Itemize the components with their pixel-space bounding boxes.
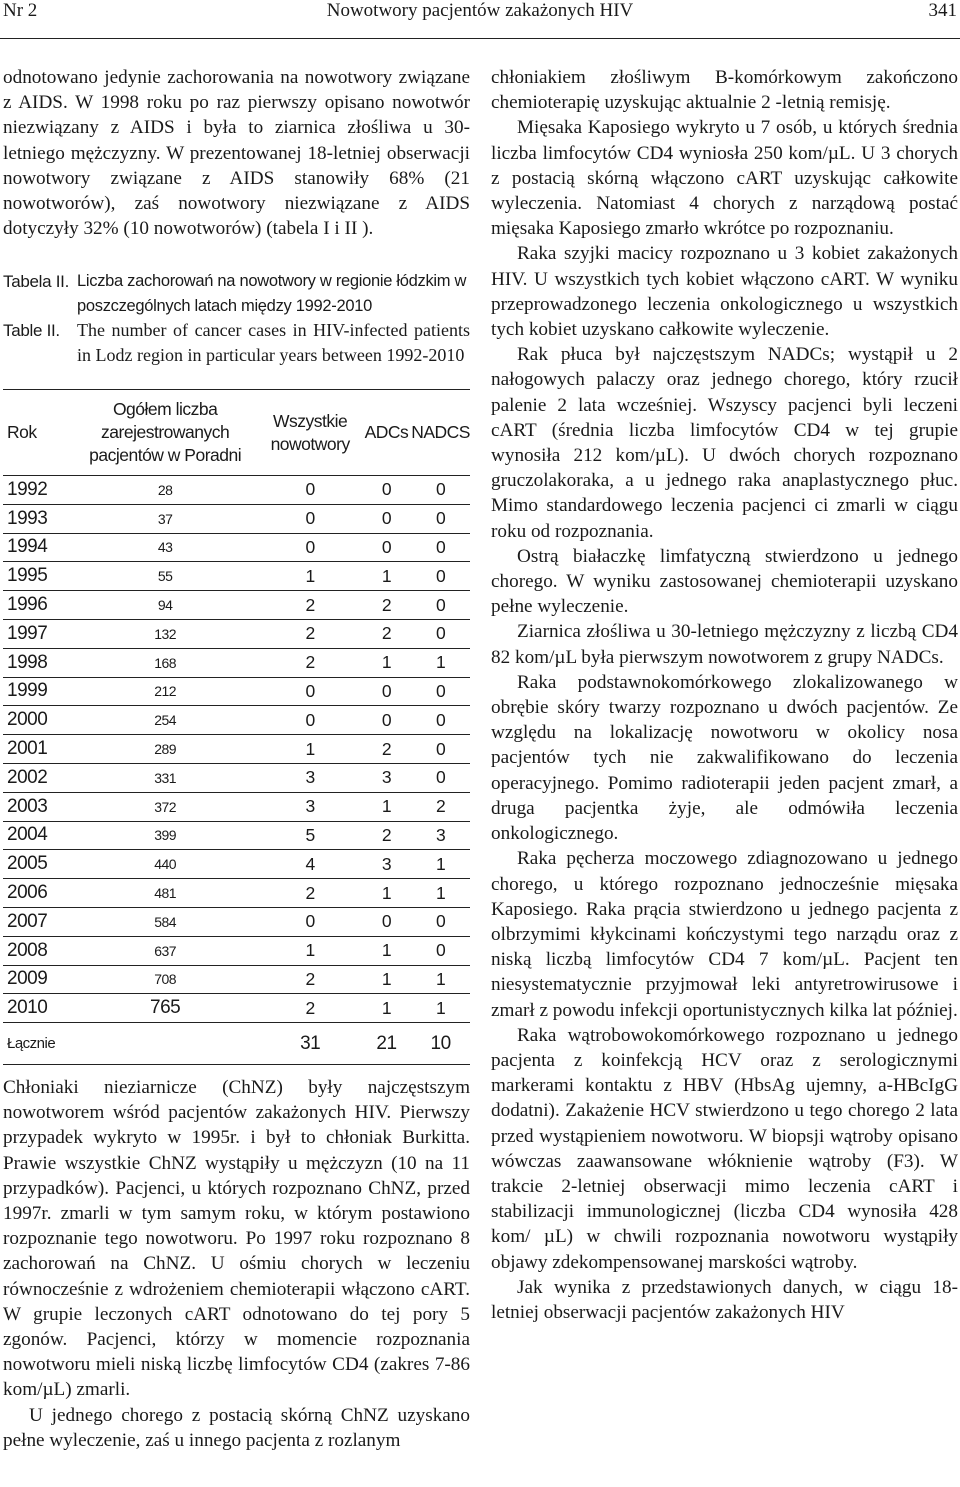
left-column-bottom xyxy=(3,1075,470,1453)
nadcs-cell: 0 xyxy=(435,940,446,961)
header-all-cancers: Wszystkie nowotwory xyxy=(270,410,350,454)
all-cancers-cell: 0 xyxy=(305,508,315,529)
all-cancers-cell: 0 xyxy=(305,911,315,932)
patients-cell: 168 xyxy=(154,654,177,671)
nadcs-cell: 1 xyxy=(435,882,446,903)
all-cancers-cell: 1 xyxy=(305,565,315,586)
patients-cell: 132 xyxy=(154,625,177,642)
patients-cell: 399 xyxy=(154,827,177,844)
all-cancers-cell: 0 xyxy=(305,680,315,701)
patients-cell: 55 xyxy=(157,568,173,585)
adcs-cell: 0 xyxy=(381,680,392,701)
all-cancers-cell: 2 xyxy=(305,968,315,989)
adcs-cell: 2 xyxy=(381,623,392,644)
nadcs-cell: 0 xyxy=(435,623,446,644)
nadcs-cell: 0 xyxy=(435,680,446,701)
table-row xyxy=(3,850,470,879)
year-cell: 1992 xyxy=(7,478,48,500)
all-cancers-cell: 2 xyxy=(305,594,315,615)
nadcs-cell: 0 xyxy=(435,479,446,500)
table-row xyxy=(3,994,470,1023)
all-cancers-cell: 5 xyxy=(305,824,315,845)
table-row xyxy=(3,965,470,994)
adcs-cell: 1 xyxy=(381,565,392,586)
year-cell: 2000 xyxy=(7,709,48,731)
year-cell: 1999 xyxy=(7,680,48,702)
paragraph: chłoniakiem złośliwym B-komórkowym zakończono chemioterapię uzyskując aktualnie 2 -letnią remisję. xyxy=(491,67,958,114)
caption-label: Tabela II. xyxy=(3,272,69,291)
patients-cell: 481 xyxy=(154,885,177,902)
paragraph: Chłoniaki nieziarnicze (ChNZ) były najczęstszym nowotworem wśród pacjentów zakażonych HIV. Pierwszy przypadek wykryto w 1995r. i był to chłoniak Burkitta. Prawie wszystkie ChNZ wystąpiły u mężczyzn (10 na 11 przypadków). Pacjenci, u których rozpoznano ChNZ, przed 1997r. zmarli w tym samym roku, w którym postawiono rozpoznanie tego nowotworu. Po 1997 roku rozpoznano 8 zachorowań na ChNZ. U ośmiu chorych w leczeniu równocześnie z wdrożeniem chemioterapii włączono cART. W grupie leczonych cART odnotowano do tej pory 5 zgonów. Pacjenci, którzy w momencie rozpoznania nowotworu mieli niską liczbę limfocytów CD4 (zakres 7-86 kom/µL) zmarli. xyxy=(3,1077,470,1401)
year-cell: 2005 xyxy=(7,853,48,875)
paragraph: Raka wątrobowokomórkowego rozpoznano u jednego pacjenta z koinfekcją HCV oraz z serologicznymi markerami kontaktu z HBV (HbsAg ujemny, a-HBcIgG dodatni). Zakażenie HCV stwierdzono u tego chorego 2 lata przed wystąpieniem nowotworu. W biopsji wątroby opisano wówczas zaawansowane włóknienie wątroby (F3). W trakcie 2-letniej obserwacji mimo leczenia cART i stabilizacji immunologicznej (liczba CD4 wynosiła 428 kom/ µL) w chwili rozpoznania nowotworu wystąpiły objawy zdekompensowanej marskości wątroby. xyxy=(491,1024,958,1273)
total-label: Łącznie xyxy=(7,1035,56,1053)
paragraph: Ziarnica złośliwa u 30-letniego mężczyzny z liczbą CD4 82 kom/µL była pierwszym nowotworem z grupy NADCs. xyxy=(491,621,958,668)
adcs-cell: 3 xyxy=(381,767,392,788)
table-row xyxy=(3,907,470,936)
patients-cell: 440 xyxy=(154,856,177,873)
all-cancers-cell: 0 xyxy=(305,709,315,730)
adcs-cell: 0 xyxy=(381,709,392,730)
all-cancers-cell: 1 xyxy=(305,940,315,961)
all-cancers-cell: 1 xyxy=(305,738,315,759)
adcs-cell: 1 xyxy=(381,968,392,989)
nadcs-cell: 1 xyxy=(435,968,446,989)
year-cell: 2007 xyxy=(7,910,48,932)
page-header xyxy=(0,0,960,40)
table-total-row xyxy=(3,1023,470,1065)
table-row xyxy=(3,619,470,648)
patients-cell: 584 xyxy=(154,913,177,930)
table-row xyxy=(3,504,470,533)
table-row xyxy=(3,735,470,764)
table-row xyxy=(3,763,470,792)
header-patients: Ogółem liczba zarejestrowanych pacjentów w Poradni xyxy=(89,399,242,465)
patients-cell: 372 xyxy=(154,798,177,815)
paragraph: Jak wynika z przedstawionych danych, w ciągu 18-letniej obserwacji pacjentów zakażonych HIV xyxy=(491,1276,958,1323)
table-row xyxy=(3,706,470,735)
caption-text: Liczba zachorowań na nowotwory w regionie łódzkim w poszczególnych latach między 1992-2010 xyxy=(77,272,467,315)
total-adcs: 21 xyxy=(376,1032,397,1054)
year-cell: 1997 xyxy=(7,622,48,644)
table-row xyxy=(3,936,470,965)
adcs-cell: 0 xyxy=(381,479,392,500)
table-row xyxy=(3,476,470,505)
paragraph: Ostrą białaczkę limfatyczną stwierdzono u jednego chorego. W wyniku zastosowanej chemioterapii uzyskano pełne wyleczenie. xyxy=(491,545,958,618)
paragraph: U jednego chorego z postacią skórną ChNZ uzyskano pełne wyleczenie, zaś u innego pacjenta z rozlanym xyxy=(3,1404,470,1451)
header-adcs: ADCs xyxy=(364,422,409,442)
patients-cell: 289 xyxy=(154,741,177,758)
nadcs-cell: 0 xyxy=(435,594,446,615)
table-row xyxy=(3,792,470,821)
nadcs-cell: 0 xyxy=(435,536,446,557)
year-cell: 1995 xyxy=(7,565,48,587)
patients-cell: 637 xyxy=(154,942,177,959)
all-cancers-cell: 2 xyxy=(305,652,315,673)
total-all-cancers: 31 xyxy=(300,1032,321,1054)
table-header-row xyxy=(3,390,470,476)
running-title: Nowotwory pacjentów zakażonych HIV xyxy=(326,0,634,21)
nadcs-cell: 0 xyxy=(435,508,446,529)
year-cell: 2004 xyxy=(7,824,48,846)
year-cell: 1998 xyxy=(7,651,48,673)
all-cancers-cell: 0 xyxy=(305,479,315,500)
paragraph: Rak płuca był najczęstszym NADCs; wystąpił u 2 nałogowych palaczy oraz jednego chorego, który rzucił palenie 2 lata wcześniej. Wszyscy pacjenci byli leczeni cART (średnia liczba limfocytów CD4 w tej grupie wynosiła 212 kom/µL). U dwóch chorych rozpoznano gruczolakoraka, a u jednego raka anaplastycznego płuc. Mimo standardowego leczenia pacjenci ci zmarli w ciągu roku od rozpoznania. xyxy=(491,344,958,542)
left-column-top xyxy=(3,65,470,241)
year-cell: 1996 xyxy=(7,594,48,616)
empty-cell xyxy=(72,1023,259,1065)
paragraph: Raka pęcherza moczowego zdiagnozowano u jednego chorego, u którego rozpoznano jednocześnie mięsaka Kaposiego. Raka prącia stwierdzono u jednego pacjenta z olbrzymimi kłykcinami kończystymi tego narządu oraz z niską liczbą limfocytów CD4 7 kom/µL. Pacjent ten niesystematycznie przyjmował leki antyretrowirusowe i zmarł z powodu infekcji oportunistycznych kilka lat później. xyxy=(491,848,958,1021)
year-cell: 1993 xyxy=(7,507,48,529)
patients-cell: 254 xyxy=(154,712,177,729)
adcs-cell: 2 xyxy=(381,738,392,759)
caption-text: The number of cancer cases in HIV-infected patients in Lodz region in particular years between 1992-2010 xyxy=(77,320,470,365)
right-column xyxy=(491,65,958,1325)
all-cancers-cell: 2 xyxy=(305,997,315,1018)
patients-cell: 212 xyxy=(154,683,177,700)
paragraph: Raka podstawnokomórkowego zlokalizowanego w obrębie skóry twarzy rozpoznano u dwóch pacjentów. Ze względu na lokalizację nowotworu w okolicy nosa pacjentów tych nie zakwalifikowano do leczenia operacyjnego. Pomimo radioterapii jeden pacjent zmarł, a druga pacjentka żyje, ale odmówiła leczenia onkologicznego. xyxy=(491,671,958,845)
caption-label: Table II. xyxy=(3,321,60,340)
adcs-cell: 1 xyxy=(381,940,392,961)
patients-cell: 94 xyxy=(157,597,173,614)
adcs-cell: 1 xyxy=(381,796,392,817)
patients-cell: 43 xyxy=(157,539,173,556)
year-cell: 2002 xyxy=(7,766,48,788)
adcs-cell: 0 xyxy=(381,508,392,529)
page-number: 341 xyxy=(928,0,957,21)
adcs-cell: 3 xyxy=(381,853,392,874)
all-cancers-cell: 2 xyxy=(305,623,315,644)
nadcs-cell: 0 xyxy=(435,738,446,759)
issue-number: Nr 2 xyxy=(3,0,38,21)
nadcs-cell: 0 xyxy=(435,767,446,788)
adcs-cell: 2 xyxy=(381,824,392,845)
patients-cell: 331 xyxy=(154,769,177,786)
table-row xyxy=(3,879,470,908)
nadcs-cell: 2 xyxy=(435,796,446,817)
year-cell: 2010 xyxy=(7,997,48,1019)
header-nadcs: NADCS xyxy=(411,422,470,442)
patients-cell: 708 xyxy=(154,971,177,988)
table-row xyxy=(3,591,470,620)
header-year: Rok xyxy=(7,422,37,442)
adcs-cell: 0 xyxy=(381,536,392,557)
header-rule xyxy=(0,38,960,39)
table-row xyxy=(3,648,470,677)
year-cell: 2009 xyxy=(7,968,48,990)
adcs-cell: 2 xyxy=(381,594,392,615)
nadcs-cell: 0 xyxy=(435,709,446,730)
table-row xyxy=(3,562,470,591)
paragraph: odnotowano jedynie zachorowania na nowotwory związane z AIDS. W 1998 roku po raz pierwszy opisano nowotwór niezwiązany z AIDS i była to ziarnica złośliwa u 30- letniego mężczyzny. W prezentowanej 18-letniej obserwacji nowotwory związane z AIDS stanowiły 68% (21 nowotworów), zaś nowotwory niezwiązane z AIDS dotyczyły 32% (10 nowotworów) (tabela I i II ). xyxy=(3,67,470,240)
all-cancers-cell: 0 xyxy=(305,536,315,557)
nadcs-cell: 1 xyxy=(435,997,446,1018)
paragraph: Mięsaka Kaposiego wykryto u 7 osób, u których średnia liczba limfocytów CD4 wyniosła 250 kom/µL. U 3 chorych z postacią skórną włączono cART uzyskując całkowite wyleczenia. Natomiast 4 chorych z narządową postać mięsaka Kaposiego zmarło wkrótce po rozpoznaniu. xyxy=(491,117,958,240)
all-cancers-cell: 3 xyxy=(305,767,315,788)
year-cell: 2003 xyxy=(7,795,48,817)
total-nadcs: 10 xyxy=(430,1032,451,1054)
all-cancers-cell: 3 xyxy=(305,796,315,817)
year-cell: 2008 xyxy=(7,939,48,961)
nadcs-cell: 0 xyxy=(435,565,446,586)
all-cancers-cell: 2 xyxy=(305,882,315,903)
adcs-cell: 0 xyxy=(381,911,392,932)
patients-cell: 37 xyxy=(157,510,173,527)
table-caption-en xyxy=(3,318,470,368)
nadcs-cell: 3 xyxy=(435,824,446,845)
all-cancers-cell: 4 xyxy=(305,853,315,874)
adcs-cell: 1 xyxy=(381,882,392,903)
table-caption-pl xyxy=(3,269,470,319)
table-row xyxy=(3,533,470,562)
table-row xyxy=(3,677,470,706)
year-cell: 2001 xyxy=(7,738,48,760)
nadcs-cell: 0 xyxy=(435,911,446,932)
adcs-cell: 1 xyxy=(381,997,392,1018)
table-row xyxy=(3,821,470,850)
patients-cell: 28 xyxy=(157,481,173,498)
cancer-cases-table xyxy=(3,389,470,1065)
nadcs-cell: 1 xyxy=(435,853,446,874)
table-body xyxy=(3,476,470,1065)
year-cell: 2006 xyxy=(7,882,48,904)
paragraph: Raka szyjki macicy rozpoznano u 3 kobiet zakażonych HIV. U wszystkich tych kobiet włączono cART. W wyniku przeprowadzonego leczenia onkologicznego u wszystkich tych kobiet uzyskano całkowite wyleczenie. xyxy=(491,243,958,341)
patients-cell: 765 xyxy=(150,997,181,1019)
nadcs-cell: 1 xyxy=(435,652,446,673)
year-cell: 1994 xyxy=(7,536,48,558)
adcs-cell: 1 xyxy=(381,652,392,673)
